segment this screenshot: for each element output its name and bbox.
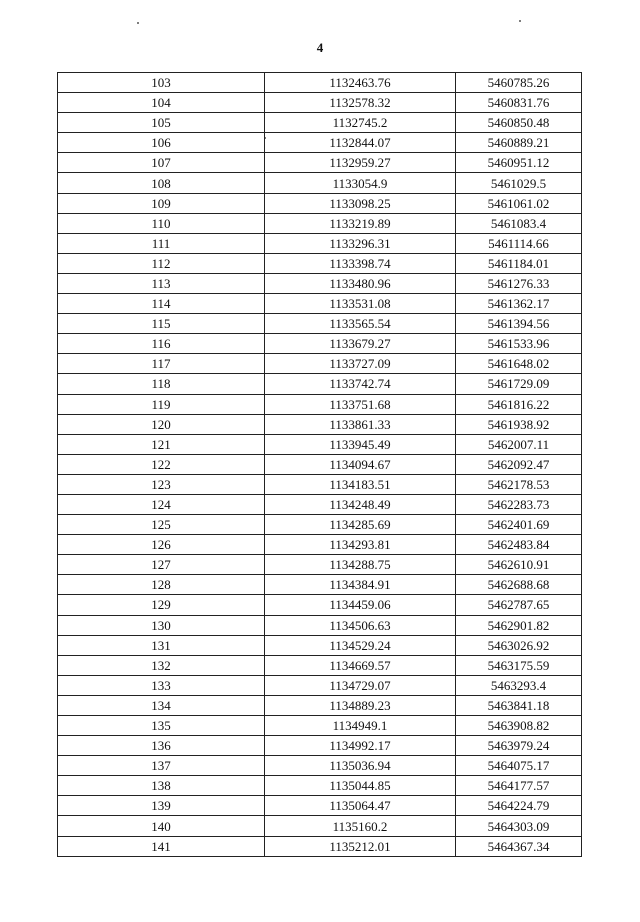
x-coordinate-cell: 1134248.49	[265, 494, 456, 514]
y-coordinate-cell: 5463293.4	[456, 675, 582, 695]
point-number-cell: 140	[58, 816, 265, 836]
x-coordinate-cell: 1132463.76	[265, 73, 456, 93]
table-row	[58, 113, 582, 133]
table-row	[58, 454, 582, 474]
y-coordinate-cell: 5462283.73	[456, 494, 582, 514]
table-row	[58, 615, 582, 635]
x-coordinate-cell: 1132844.07	[265, 133, 456, 153]
x-coordinate-cell: 1134992.17	[265, 736, 456, 756]
point-number-cell: 137	[58, 756, 265, 776]
y-coordinate-cell: 5462688.68	[456, 575, 582, 595]
table-row	[58, 716, 582, 736]
table-row	[58, 494, 582, 514]
table-row	[58, 816, 582, 836]
table-row	[58, 73, 582, 93]
y-coordinate-cell: 5461362.17	[456, 294, 582, 314]
y-coordinate-cell: 5460831.76	[456, 93, 582, 113]
table-row	[58, 776, 582, 796]
table-row	[58, 354, 582, 374]
point-number-cell: 128	[58, 575, 265, 595]
point-number-cell: 124	[58, 494, 265, 514]
point-number-cell: 125	[58, 515, 265, 535]
table-row	[58, 575, 582, 595]
table-row	[58, 153, 582, 173]
point-number-cell: 110	[58, 213, 265, 233]
table-row	[58, 675, 582, 695]
table-row	[58, 193, 582, 213]
point-number-cell: 118	[58, 374, 265, 394]
coordinates-table-body	[58, 73, 582, 857]
table-row	[58, 756, 582, 776]
point-number-cell: 139	[58, 796, 265, 816]
y-coordinate-cell: 5464177.57	[456, 776, 582, 796]
y-coordinate-cell: 5461276.33	[456, 273, 582, 293]
x-coordinate-cell: 1135064.47	[265, 796, 456, 816]
table-row	[58, 173, 582, 193]
table-row	[58, 796, 582, 816]
point-number-cell: 113	[58, 273, 265, 293]
y-coordinate-cell: 5461938.92	[456, 414, 582, 434]
x-coordinate-cell: 1134529.24	[265, 635, 456, 655]
point-number-cell: 109	[58, 193, 265, 213]
x-coordinate-cell: 1133727.09	[265, 354, 456, 374]
x-coordinate-cell: 1134889.23	[265, 695, 456, 715]
y-coordinate-cell: 5461061.02	[456, 193, 582, 213]
page-number: 4	[316, 40, 324, 55]
x-coordinate-cell: 1133751.68	[265, 394, 456, 414]
y-coordinate-cell: 5462483.84	[456, 535, 582, 555]
x-coordinate-cell: 1133480.96	[265, 273, 456, 293]
x-coordinate-cell: 1134293.81	[265, 535, 456, 555]
table-row	[58, 374, 582, 394]
y-coordinate-cell: 5460951.12	[456, 153, 582, 173]
y-coordinate-cell: 5463908.82	[456, 716, 582, 736]
point-number-cell: 134	[58, 695, 265, 715]
x-coordinate-cell: 1133296.31	[265, 233, 456, 253]
y-coordinate-cell: 5462178.53	[456, 474, 582, 494]
x-coordinate-cell: 1133742.74	[265, 374, 456, 394]
table-row	[58, 213, 582, 233]
x-coordinate-cell: 1132578.32	[265, 93, 456, 113]
y-coordinate-cell: 5464075.17	[456, 756, 582, 776]
point-number-cell: 116	[58, 334, 265, 354]
y-coordinate-cell: 5463841.18	[456, 695, 582, 715]
point-number-cell: 115	[58, 314, 265, 334]
scan-speck	[519, 20, 521, 22]
y-coordinate-cell: 5463979.24	[456, 736, 582, 756]
x-coordinate-cell: 1135212.01	[265, 836, 456, 856]
y-coordinate-cell: 5462787.65	[456, 595, 582, 615]
scan-speck	[137, 22, 139, 24]
point-number-cell: 104	[58, 93, 265, 113]
y-coordinate-cell: 5464224.79	[456, 796, 582, 816]
x-coordinate-cell: 1133679.27	[265, 334, 456, 354]
table-row	[58, 253, 582, 273]
point-number-cell: 120	[58, 414, 265, 434]
x-coordinate-cell: 1134729.07	[265, 675, 456, 695]
point-number-cell: 108	[58, 173, 265, 193]
table-row	[58, 414, 582, 434]
table-row	[58, 695, 582, 715]
y-coordinate-cell: 5460889.21	[456, 133, 582, 153]
table-row	[58, 474, 582, 494]
x-coordinate-cell: 1133565.54	[265, 314, 456, 334]
x-coordinate-cell: 1134384.91	[265, 575, 456, 595]
table-row	[58, 294, 582, 314]
x-coordinate-cell: 1135036.94	[265, 756, 456, 776]
table-row	[58, 273, 582, 293]
x-coordinate-cell: 1133861.33	[265, 414, 456, 434]
y-coordinate-cell: 5461648.02	[456, 354, 582, 374]
y-coordinate-cell: 5462401.69	[456, 515, 582, 535]
y-coordinate-cell: 5463175.59	[456, 655, 582, 675]
y-coordinate-cell: 5462007.11	[456, 434, 582, 454]
point-number-cell: 106	[58, 133, 265, 153]
y-coordinate-cell: 5461029.5	[456, 173, 582, 193]
table-row	[58, 655, 582, 675]
point-number-cell: 112	[58, 253, 265, 273]
x-coordinate-cell: 1133054.9	[265, 173, 456, 193]
table-row	[58, 836, 582, 856]
y-coordinate-cell: 5462092.47	[456, 454, 582, 474]
y-coordinate-cell: 5460785.26	[456, 73, 582, 93]
x-coordinate-cell: 1134094.67	[265, 454, 456, 474]
point-number-cell: 133	[58, 675, 265, 695]
point-number-cell: 117	[58, 354, 265, 374]
y-coordinate-cell: 5461394.56	[456, 314, 582, 334]
point-number-cell: 138	[58, 776, 265, 796]
point-number-cell: 131	[58, 635, 265, 655]
point-number-cell: 122	[58, 454, 265, 474]
point-number-cell: 136	[58, 736, 265, 756]
x-coordinate-cell: 1132959.27	[265, 153, 456, 173]
x-coordinate-cell: 1134459.06	[265, 595, 456, 615]
point-number-cell: 105	[58, 113, 265, 133]
x-coordinate-cell: 1134285.69	[265, 515, 456, 535]
coordinates-table	[57, 72, 582, 857]
point-number-cell: 129	[58, 595, 265, 615]
point-number-cell: 132	[58, 655, 265, 675]
y-coordinate-cell: 5461729.09	[456, 374, 582, 394]
table-row	[58, 93, 582, 113]
point-number-cell: 141	[58, 836, 265, 856]
table-row	[58, 314, 582, 334]
point-number-cell: 135	[58, 716, 265, 736]
table-row	[58, 394, 582, 414]
table-row	[58, 133, 582, 153]
x-coordinate-cell: 1132745.2	[265, 113, 456, 133]
point-number-cell: 111	[58, 233, 265, 253]
x-coordinate-cell: 1134669.57	[265, 655, 456, 675]
point-number-cell: 126	[58, 535, 265, 555]
y-coordinate-cell: 5460850.48	[456, 113, 582, 133]
x-coordinate-cell: 1134288.75	[265, 555, 456, 575]
table-row	[58, 635, 582, 655]
point-number-cell: 119	[58, 394, 265, 414]
table-row	[58, 233, 582, 253]
x-coordinate-cell: 1134949.1	[265, 716, 456, 736]
point-number-cell: 107	[58, 153, 265, 173]
y-coordinate-cell: 5461083.4	[456, 213, 582, 233]
point-number-cell: 121	[58, 434, 265, 454]
y-coordinate-cell: 5462610.91	[456, 555, 582, 575]
y-coordinate-cell: 5464367.34	[456, 836, 582, 856]
point-number-cell: 114	[58, 294, 265, 314]
x-coordinate-cell: 1133398.74	[265, 253, 456, 273]
y-coordinate-cell: 5461533.96	[456, 334, 582, 354]
x-coordinate-cell: 1133531.08	[265, 294, 456, 314]
x-coordinate-cell: 1135044.85	[265, 776, 456, 796]
table-row	[58, 515, 582, 535]
table-row	[58, 434, 582, 454]
table-row	[58, 334, 582, 354]
y-coordinate-cell: 5461114.66	[456, 233, 582, 253]
point-number-cell: 123	[58, 474, 265, 494]
x-coordinate-cell: 1133098.25	[265, 193, 456, 213]
table-row	[58, 736, 582, 756]
x-coordinate-cell: 1134183.51	[265, 474, 456, 494]
x-coordinate-cell: 1134506.63	[265, 615, 456, 635]
y-coordinate-cell: 5462901.82	[456, 615, 582, 635]
x-coordinate-cell: 1133219.89	[265, 213, 456, 233]
table-row	[58, 595, 582, 615]
x-coordinate-cell: 1133945.49	[265, 434, 456, 454]
y-coordinate-cell: 5461816.22	[456, 394, 582, 414]
point-number-cell: 103	[58, 73, 265, 93]
table-row	[58, 535, 582, 555]
point-number-cell: 130	[58, 615, 265, 635]
y-coordinate-cell: 5464303.09	[456, 816, 582, 836]
point-number-cell: 127	[58, 555, 265, 575]
y-coordinate-cell: 5461184.01	[456, 253, 582, 273]
y-coordinate-cell: 5463026.92	[456, 635, 582, 655]
table-row	[58, 555, 582, 575]
x-coordinate-cell: 1135160.2	[265, 816, 456, 836]
